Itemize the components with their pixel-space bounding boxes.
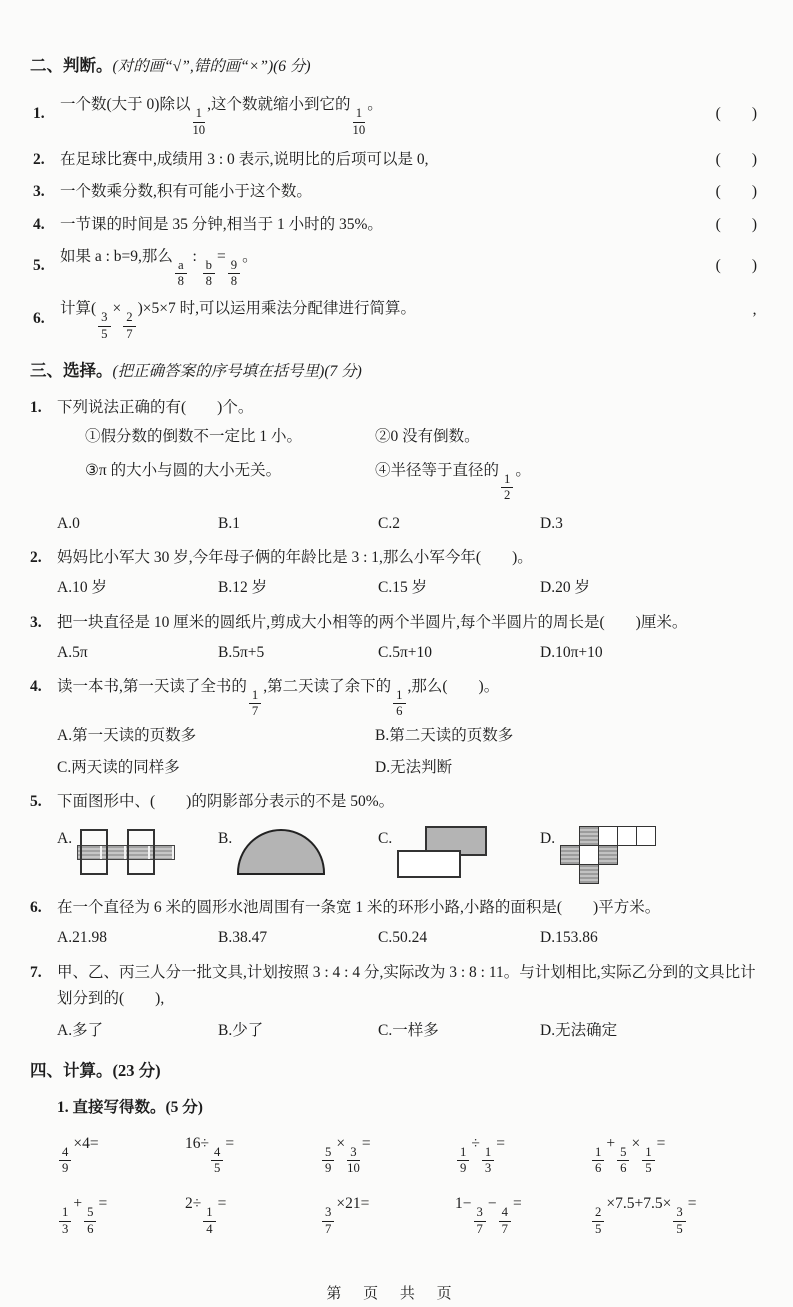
- vertical-rect-2: [127, 829, 155, 875]
- net-cell-shaded: [579, 864, 599, 884]
- question-text: 一个数(大于 0)除以 $\frac{1}{10}$ ,这个数就缩小到它的 $\frac{1}{10}$ 。: [60, 96, 383, 137]
- judge-item-1: [33, 92, 757, 137]
- question-text: 一节课的时间是 35 分钟,相当于 1 小时的 35%。: [60, 215, 383, 233]
- question-number: 5.: [33, 257, 45, 274]
- judge-item-3: [33, 179, 757, 205]
- question-stem: 把一块直径是 10 厘米的圆纸片,剪成大小相等的两个半圆片,每个半圆片的周长是( )厘米。: [57, 613, 688, 631]
- question-number: 1.: [30, 399, 42, 417]
- calc-expression: $\frac{1}{9}$ ÷ $\frac{1}{3}$ =: [455, 1131, 590, 1176]
- option-a: A.21.98: [57, 929, 107, 947]
- section-choice-title: [30, 357, 757, 385]
- net-cell: [579, 845, 599, 865]
- question-stem: 读一本书,第一天读了全书的 $\frac{1}{7}$ ,第二天读了余下的 $\frac{1}{6}$ ,那么( )。: [57, 678, 500, 719]
- judge-item-6: [33, 296, 757, 341]
- figure-label-d: D.: [540, 829, 556, 847]
- calc-expression: $\frac{4}{9}$ ×4=: [57, 1131, 185, 1176]
- options-row: [57, 640, 757, 666]
- calc-subsection-title: 1. 直接写得数。(5 分): [57, 1098, 203, 1116]
- shaded-semicircle-figure: [237, 829, 325, 875]
- question-number: 6.: [30, 898, 42, 916]
- option-c: C.5π+10: [378, 643, 433, 661]
- cube-net-strip-figure: [77, 829, 179, 875]
- page-footer: 第 页 共 页: [326, 1285, 461, 1302]
- section-choice-title-head: 三、选择。: [30, 360, 113, 380]
- choice-question-4: [30, 674, 757, 781]
- options-row: [57, 1018, 757, 1044]
- judge-item-2: [33, 147, 757, 173]
- calc-row-1: [30, 1131, 757, 1176]
- choice-question-7: [30, 960, 757, 1045]
- option-d: D.无法判断: [375, 759, 453, 777]
- calc-expression: 2÷ $\frac{1}{4}$ =: [185, 1195, 227, 1236]
- option-b: B.第二天读的页数多: [375, 726, 514, 744]
- judge-item-5: [33, 244, 757, 289]
- calc-expression: $\frac{1}{6}$ + $\frac{5}{6}$ × $\frac{1}{5}$ =: [590, 1131, 757, 1176]
- statement-4: ④半径等于直径的 $\frac{1}{2}$ 。: [375, 462, 531, 503]
- question-stem: 下列说法正确的有( )个。: [57, 399, 254, 417]
- calc-expression: $\frac{3}{7}$ ×21=: [320, 1191, 455, 1236]
- section-judge-title-head: 二、判断。: [30, 56, 113, 75]
- option-d: D.153.86: [540, 929, 598, 947]
- question-stem: 甲、乙、丙三人分一批文具,计划按照 3 : 4 : 4 分,实际改为 3 : 8 : 11。与计划相比,实际乙分到的文具比计划分到的( ),: [57, 963, 756, 1007]
- stray-mark: ’: [751, 309, 757, 327]
- figure-label-a: A.: [57, 829, 73, 847]
- question-text: 一个数乘分数,积有可能小于这个数。: [60, 183, 312, 201]
- option-a: A.10 岁: [57, 579, 107, 597]
- question-number: 2.: [33, 150, 45, 168]
- question-text: 计算( $\frac{3}{5}$ × $\frac{2}{7}$ )×5×7 时,可以运用乘法分配律进行简算。: [60, 300, 417, 341]
- net-cell-shaded: [579, 826, 599, 846]
- question-number: 5.: [30, 793, 42, 811]
- figure-option-a: [57, 826, 218, 875]
- option-a: A.5π: [57, 643, 88, 661]
- option-b: B.1: [218, 514, 240, 532]
- calc-expression: $\frac{2}{5}$ ×7.5+7.5× $\frac{3}{5}$ =: [590, 1191, 757, 1236]
- section-judge-title: [30, 52, 757, 80]
- question-text: 如果 a : b=9,那么 $\frac{a}{8}$ : $\frac{b}{8}$ = $\frac{9}{8}$ 。: [60, 247, 258, 289]
- calc-expression: $\frac{5}{9}$ × $\frac{3}{10}$ =: [320, 1131, 455, 1176]
- option-d: D.10π+10: [540, 643, 603, 661]
- choice-question-5: [30, 789, 757, 884]
- choice-question-1: [30, 395, 757, 537]
- statement-3: ③π 的大小与圆的大小无关。: [85, 462, 282, 479]
- choice-question-2: [30, 545, 757, 602]
- figure-label-b: B.: [218, 829, 233, 847]
- section-calc-title-head: 四、计算。(23 分): [30, 1060, 161, 1080]
- option-c: C.15 岁: [378, 579, 428, 597]
- answer-brackets: ( ): [715, 215, 757, 233]
- question-number: 4.: [30, 678, 42, 696]
- calc-expression: 16÷ $\frac{4}{5}$ =: [185, 1134, 235, 1176]
- option-d: D.20 岁: [540, 579, 590, 597]
- cube-net-cross-figure: [560, 826, 658, 885]
- option-d: D.3: [540, 514, 563, 532]
- option-c: C.两天读的同样多: [57, 759, 180, 777]
- net-cell: [617, 826, 637, 846]
- option-a: A.多了: [57, 1022, 104, 1040]
- option-d: D.无法确定: [540, 1022, 618, 1040]
- section-calc-title: [30, 1057, 757, 1085]
- net-cell-shaded: [560, 845, 580, 865]
- net-cell: [598, 826, 618, 846]
- two-rectangles-figure: [397, 826, 492, 876]
- statement-2: ②0 没有倒数。: [375, 427, 480, 445]
- option-a: A.第一天读的页数多: [57, 726, 197, 744]
- question-stem: 在一个直径为 6 米的圆形水池周围有一条宽 1 米的环形小路,小路的面积是( )平方米。: [57, 898, 661, 916]
- option-b: B.38.47: [218, 929, 268, 947]
- options-grid: [57, 723, 757, 782]
- section-choice-title-note: (把正确答案的序号填在括号里)(7 分): [112, 362, 362, 380]
- vertical-rect-1: [80, 829, 108, 875]
- section-judge-title-note: (对的画“√”,错的画“×”)(6 分): [112, 58, 311, 75]
- question-text: 在足球比赛中,成绩用 3 : 0 表示,说明比的后项可以是 0,: [60, 150, 429, 168]
- question-stem: 下面图形中、( )的阴影部分表示的不是 50%。: [57, 793, 395, 811]
- question-number: 4.: [33, 215, 45, 233]
- judge-item-4: [33, 212, 757, 238]
- question-stem: 妈妈比小军大 30 岁,今年母子俩的年龄比是 3 : 1,那么小军今年( )。: [57, 548, 533, 566]
- figures-row: [57, 826, 757, 885]
- calc-row-2: [30, 1191, 757, 1236]
- option-a: A.0: [57, 514, 80, 532]
- calc-expression: 1− $\frac{3}{7}$ − $\frac{4}{7}$ =: [455, 1195, 522, 1236]
- statement-1: ①假分数的倒数不一定比 1 小。: [85, 427, 303, 445]
- answer-brackets: ( ): [715, 257, 757, 274]
- figure-option-d: [540, 826, 757, 885]
- options-row: [57, 925, 757, 951]
- question-number: 3.: [30, 613, 42, 631]
- statements-grid: [57, 424, 757, 503]
- options-row: [57, 511, 757, 537]
- question-number: 7.: [30, 963, 42, 981]
- figure-option-c: [378, 826, 540, 876]
- choice-question-6: [30, 895, 757, 952]
- figure-label-c: C.: [378, 829, 393, 847]
- answer-brackets: ( ): [715, 150, 757, 168]
- question-number: 6.: [33, 309, 45, 327]
- answer-brackets: ( ): [715, 183, 757, 201]
- white-rectangle: [397, 850, 461, 878]
- option-c: C.2: [378, 514, 400, 532]
- calc-expression: $\frac{1}{3}$ + $\frac{5}{6}$ =: [57, 1191, 185, 1236]
- net-cell: [636, 826, 656, 846]
- option-b: B.5π+5: [218, 643, 265, 661]
- question-number: 3.: [33, 183, 45, 201]
- option-b: B.12 岁: [218, 579, 268, 597]
- options-row: [57, 575, 757, 601]
- figure-option-b: [218, 826, 378, 875]
- option-c: C.一样多: [378, 1022, 439, 1040]
- question-number: 1.: [33, 105, 45, 123]
- option-c: C.50.24: [378, 929, 428, 947]
- net-cell-shaded: [598, 845, 618, 865]
- option-b: B.少了: [218, 1022, 264, 1040]
- answer-brackets: ( ): [715, 105, 757, 123]
- choice-question-3: [30, 610, 757, 667]
- question-number: 2.: [30, 548, 42, 566]
